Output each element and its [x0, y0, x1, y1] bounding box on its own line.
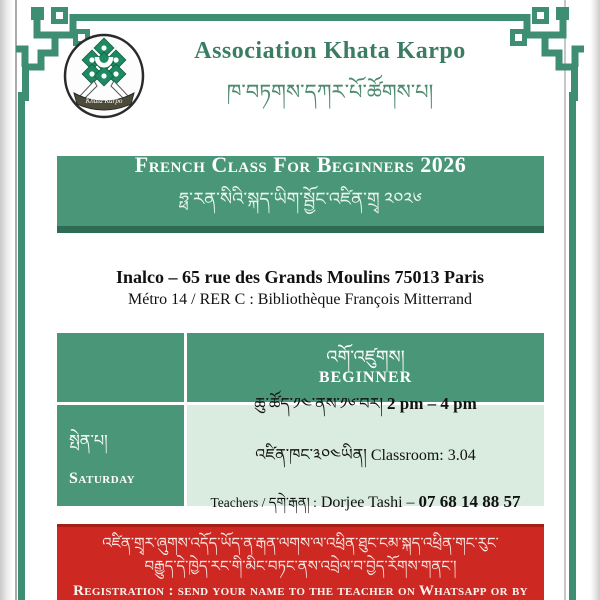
teacher-phone: 07 68 14 88 57 — [418, 491, 521, 511]
frame-top-bar — [98, 14, 502, 21]
day-tibetan: སྤེན་པ། — [69, 433, 108, 450]
registration-tibetan-line2: བརྒྱུད་དེ་ཁྱེད་རང་གི་མིང་བཏང་ནས་འབྲེལ་བ་བྱེད་རོགས་གནང་། — [144, 559, 457, 576]
registration-tibetan-line1: འཛིན་གྲྭར་ཞུགས་འདོད་ཡོད་ན་རྒན་ལགས་ལ་འཕྲིན་ཐུང་ངམ་སྐད་འཕྲིན་གང་རུང་ — [102, 536, 499, 552]
association-title-tibetan: ཁ་བཏགས་དཀར་པོ་ཚོགས་པ། — [226, 80, 434, 104]
day-english: Saturday — [69, 470, 136, 487]
time-tibetan: ཆུ་ཚོད་༡༤་ནས་༡༦་བར། — [254, 395, 384, 413]
teacher-name: Dorjee Tashi – — [320, 493, 415, 511]
teachers-label: Teachers / དགེ་རྒན། : — [210, 494, 317, 510]
classroom-line — [255, 437, 475, 482]
frame-left-bar — [18, 92, 25, 600]
level-tibetan: འགོ་འཛུགས། — [326, 346, 405, 367]
logo-ribbon-text: Khata Karpo — [85, 97, 123, 105]
class-banner-title: French Class For Beginners 2026 — [134, 152, 467, 177]
classroom-english: Classroom: 3.04 — [370, 446, 476, 464]
association-title: Association Khata Karpo — [194, 38, 466, 64]
schedule-day-header — [57, 405, 184, 506]
class-banner-title-tibetan: ཧྥ་རན་སིའི་སྐད་ཡིག་སྦྱོང་འཛིན་གྲྭ ༢༠༢༦ — [179, 189, 422, 209]
schedule-table — [57, 333, 544, 511]
location-address: Inalco – 65 rue des Grands Moulins 75013 Paris — [115, 267, 485, 287]
registration-banner — [57, 524, 544, 600]
time-english: 2 pm – 4 pm — [387, 393, 477, 413]
time-line — [254, 386, 477, 431]
classroom-tibetan: འཛིན་ཁང་༣༠༤ཡིན། — [255, 446, 367, 464]
header — [125, 38, 535, 128]
location-transit: Métro 14 / RER C : Bibliothèque François Mitterrand — [128, 291, 472, 308]
location-block — [0, 267, 600, 309]
registration-english: Registration : send your name to the teacher on Whatsapp or by — [73, 582, 528, 599]
level-english: BEGINNER — [318, 369, 413, 387]
schedule-corner-cell — [57, 333, 184, 402]
class-banner — [57, 152, 544, 233]
frame-right-bar — [569, 92, 576, 600]
teachers-line — [210, 488, 520, 526]
schedule-details-cell — [187, 393, 544, 511]
